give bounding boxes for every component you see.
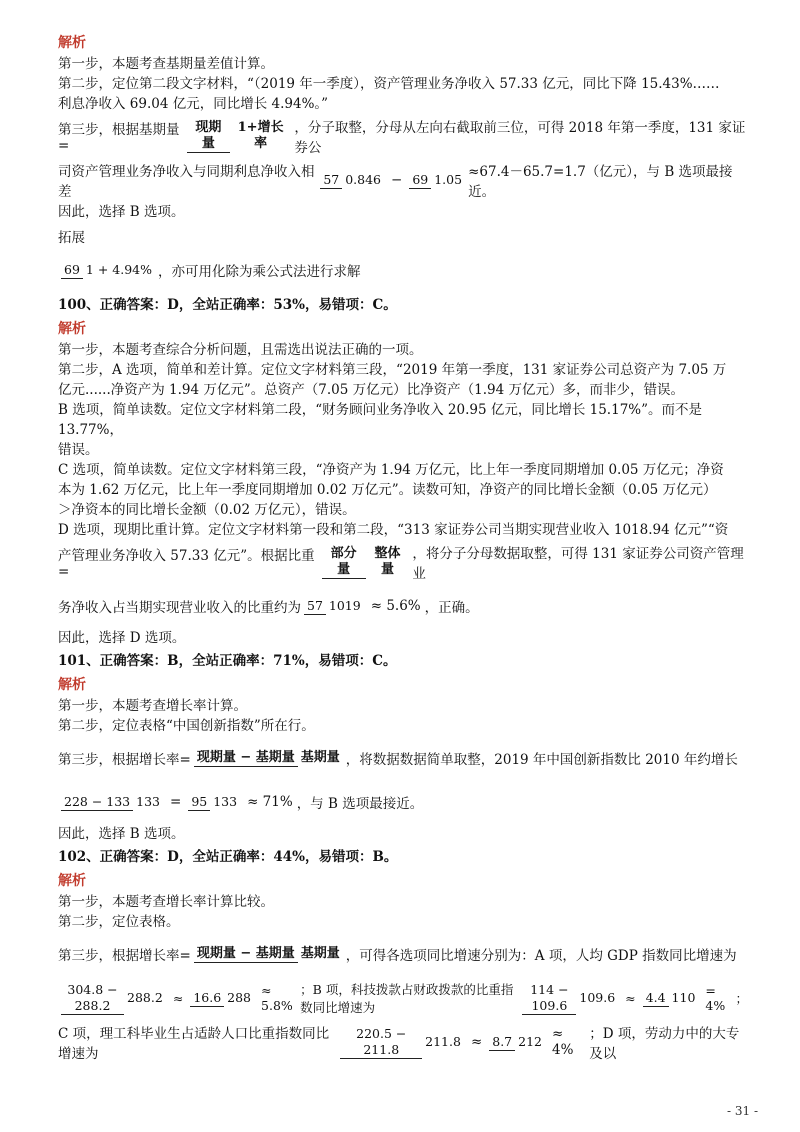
fraction [322,546,410,579]
text-line: ，将数据数据简单取整，2019 年中国创新指数比 2010 年约增长 [345,752,738,768]
text-line: ；D 项，劳动力中的大专及以 [589,1026,740,1062]
numerator: 现期量 − 基期量 [194,750,298,767]
denominator: 1.05 [434,172,463,187]
numerator: 57 [304,598,326,615]
document-page [58,30,748,1064]
text-line: ，可得各选项同比增速分别为：A 项，人均 GDP 指数同比增速为 [345,948,737,964]
operator: = [170,794,182,810]
fraction [187,120,291,153]
text-line: D 选项，现期比重计算。定位文字材料第一段和第二段，“313 家证券公司当期实现营业收入 1018.94 亿元”“资 [58,522,729,538]
operator: ≈ [172,990,184,1006]
formula-row [58,736,748,780]
approx-value: ≈ 4% [552,1026,574,1058]
conclusion: 因此，选择 B 选项。 [58,204,185,220]
fraction [61,262,155,279]
formula-row [58,114,748,158]
text-line: C 项，理工科毕业生占适龄人口比重指数同比增速为 [58,1026,330,1062]
conclusion: 因此，选择 B 选项。 [58,826,185,842]
text-line: ，正确。 [424,600,479,616]
fraction [188,794,240,811]
fraction [489,1034,545,1051]
text-line: ＞净资本的同比增长金额（0.02 万亿元），错误。 [58,502,356,518]
operator: − [391,172,403,188]
denominator: 288 [227,990,252,1005]
formula-row [58,540,748,584]
text-line: ，分子取整，分母从左向右截取前三位，可得 2018 年第一季度，131 家证券公 [294,120,746,156]
analysis-label: 解析 [58,873,86,889]
text-line: 第三步，根据基期量= [58,122,180,154]
text-line: 错误。 [58,442,99,458]
numerator: 4.4 [643,990,669,1007]
formula-row [58,780,748,824]
text-line: 利息净收入 69.04 亿元，同比增长 4.94%。” [58,96,329,112]
numerator: 69 [61,262,83,279]
formula-row [58,158,748,202]
numerator: 304.8 − 288.2 [61,982,124,1015]
text-line: 第二步，定位表格。 [58,914,180,930]
text-line: ，将分子分母数据取整，可得 131 家证券公司资产管理业 [412,546,744,582]
fraction [643,990,699,1007]
denominator: 0.846 [345,172,382,187]
answer-line: 101、正确答案：B，全站正确率：71%，易错项：C。 [58,653,397,669]
denominator: 基期量 [300,946,340,961]
denominator: 212 [518,1034,542,1049]
text-line: 产管理业务净收入 57.33 亿元”。根据比重= [58,548,315,580]
operator: ≈ [470,1034,483,1050]
text-line: 本为 1.62 万亿元，比上年一季度同期增加 0.02 万亿元”。读数可知，净资产的同比增长金额（0.05 万亿元） [58,482,717,498]
text-line: B 选项，简单读数。定位文字材料第二段，“财务顾问业务净收入 20.95 亿元，同比增长 15.17%”。而不是 13.77%， [58,402,703,438]
text-line: 第二步，A 选项，简单和差计算。定位文字材料第三段，“2019 年第一季度，131 家证券公司总资产为 7.05 万 [58,362,727,378]
denominator: 1 + 4.94% [85,262,152,277]
denominator: 1019 [328,598,361,613]
fraction [61,982,166,1015]
numerator: 现期量 [187,120,230,153]
fraction [340,1026,464,1059]
denominator: 1+增长率 [237,120,284,151]
result-value: = 4% [705,983,726,1013]
text-line: 第二步，定位表格“中国创新指数”所在行。 [58,718,315,734]
text-line: 第二步，定位第二段文字材料，“（2019 年一季度），资产管理业务净收入 57.33 亿元，同比下降 15.43%…… [58,76,720,92]
analysis-label: 解析 [58,677,86,693]
fraction [61,794,163,811]
numerator: 现期量 − 基期量 [194,946,298,963]
text-line: 第一步，本题考查基期量差值计算。 [58,56,274,72]
text-line: 第一步，本题考查增长率计算比较。 [58,894,274,910]
numerator: 114 − 109.6 [522,982,576,1015]
text-line: C 选项，简单读数。定位文字材料第三段，“净资产为 1.94 万亿元，比上年一季度同期增加 0.05 万亿元；净资 [58,462,724,478]
formula-row [58,248,748,292]
fraction [190,990,254,1007]
text-line: 第三步，根据增长率= [58,948,191,964]
operator: ≈ [625,990,636,1006]
text-line: 第一步，本题考查增长率计算。 [58,698,247,714]
denominator: 基期量 [300,750,340,765]
denominator: 133 [213,794,238,809]
text-line: ≈67.4－65.7=1.7（亿元），与 B 选项最接近。 [468,164,733,200]
conclusion: 因此，选择 D 选项。 [58,630,186,646]
page-number: - 31 - [726,1104,758,1118]
text-line: 第一步，本题考查综合分析问题，且需选出说法正确的一项。 [58,342,423,358]
text-line: 司资产管理业务净收入与同期利息净收入相差 [58,164,315,200]
fraction [320,172,384,189]
analysis-label: 解析 [58,321,86,337]
fraction [194,946,343,963]
formula-row [58,1020,748,1064]
text-line: ，亦可用化除为乘公式法进行求解 [158,264,361,280]
denominator: 211.8 [425,1034,461,1049]
fraction [194,750,343,767]
extend-label: 拓展 [58,230,85,246]
numerator: 69 [409,172,431,189]
numerator: 8.7 [489,1034,515,1051]
answer-line: 100、正确答案：D，全站正确率：53%，易错项：C。 [58,297,397,313]
approx-value: ≈ 71% [247,794,293,810]
text-line: ； [735,991,748,1006]
text-line: 务净收入占当期实现营业收入的比重约为 [58,600,301,616]
formula-row [58,932,748,976]
analysis-label: 解析 [58,35,86,51]
formula-row [58,976,748,1020]
denominator: 109.6 [579,990,616,1005]
fraction [304,598,364,615]
numerator: 220.5 − 211.8 [340,1026,422,1059]
denominator: 133 [136,794,160,809]
text-line: 第三步，根据增长率= [58,752,191,768]
denominator: 整体量 [374,546,401,577]
denominator: 288.2 [127,990,163,1005]
text-line: 亿元......净资产为 1.94 万亿元”。总资产（7.05 万亿元）比净资产（1.94 万亿元）多，而非少，错误。 [58,382,684,398]
fraction [409,172,465,189]
fraction [522,982,618,1015]
approx-value: ≈ 5.6% [370,598,421,614]
numerator: 16.6 [190,990,224,1007]
answer-line: 102、正确答案：D，全站正确率：44%，易错项：B。 [58,849,398,865]
numerator: 228 − 133 [61,794,133,811]
text-line: ；B 项，科技拨款占财政拨款的比重指数同比增速为 [300,982,514,1015]
denominator: 110 [671,990,696,1005]
numerator: 57 [320,172,342,189]
numerator: 部分量 [322,546,366,579]
text-line: ，与 B 选项最接近。 [296,796,424,812]
approx-value: ≈ 5.8% [261,983,293,1013]
formula-row [58,584,748,628]
numerator: 95 [188,794,210,811]
